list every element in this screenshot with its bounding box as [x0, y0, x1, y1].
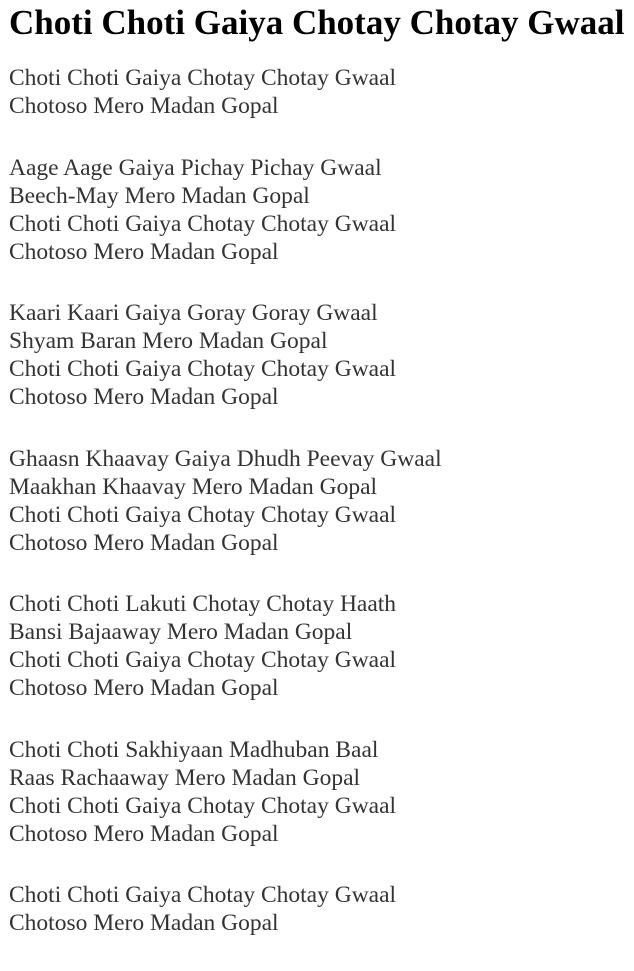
lyric-line: Kaari Kaari Gaiya Goray Goray Gwaal	[9, 300, 378, 326]
lyric-line: Chotoso Mero Madan Gopal	[9, 238, 279, 265]
lyric-line: Aage Aage Gaiya Pichay Pichay Gwaal	[9, 154, 382, 181]
stanza	[9, 64, 442, 120]
lyric-line: Shyam Baran Mero Madan Gopal	[9, 328, 328, 354]
lyric-line: Beech-May Mero Madan Gopal	[9, 182, 310, 209]
lyric-line: Ghaasn Khaavay Gaiya Dhudh Peevay Gwaal	[9, 445, 442, 472]
stanza	[9, 154, 442, 266]
lyric-line: Choti Choti Gaiya Chotay Chotay Gwaal	[9, 882, 397, 908]
lyric-line: Choti Choti Gaiya Chotay Chotay Gwaal	[9, 501, 397, 528]
lyric-line: Maakhan Khaavay Mero Madan Gopal	[9, 473, 378, 500]
lyric-line: Chotoso Mero Madan Gopal	[9, 93, 279, 119]
lyric-line: Choti Choti Gaiya Chotay Chotay Gwaal	[9, 65, 397, 91]
lyric-line: Raas Rachaaway Mero Madan Gopal	[9, 764, 361, 791]
lyric-line: Chotoso Mero Madan Gopal	[9, 820, 279, 847]
lyric-line: Chotoso Mero Madan Gopal	[9, 529, 279, 556]
lyric-line: Choti Choti Gaiya Chotay Chotay Gwaal	[9, 792, 397, 819]
stanza	[9, 299, 442, 411]
lyric-line: Chotoso Mero Madan Gopal	[9, 910, 279, 936]
lyrics	[9, 64, 442, 971]
stanza	[9, 736, 442, 848]
lyric-line: Choti Choti Gaiya Chotay Chotay Gwaal	[9, 210, 397, 237]
lyric-line: Bansi Bajaaway Mero Madan Gopal	[9, 619, 353, 645]
stanza	[9, 590, 442, 702]
lyric-line: Choti Choti Gaiya Chotay Chotay Gwaal	[9, 356, 397, 382]
lyric-line: Chotoso Mero Madan Gopal	[9, 675, 279, 701]
stanza	[9, 445, 442, 557]
lyric-line: Choti Choti Sakhiyaan Madhuban Baal	[9, 736, 379, 763]
lyric-line: Chotoso Mero Madan Gopal	[9, 384, 279, 410]
page-title: Choti Choti Gaiya Chotay Chotay Gwaal	[9, 3, 625, 42]
lyric-line: Choti Choti Lakuti Chotay Chotay Haath	[9, 591, 397, 617]
stanza	[9, 881, 442, 937]
lyric-line: Choti Choti Gaiya Chotay Chotay Gwaal	[9, 647, 397, 673]
